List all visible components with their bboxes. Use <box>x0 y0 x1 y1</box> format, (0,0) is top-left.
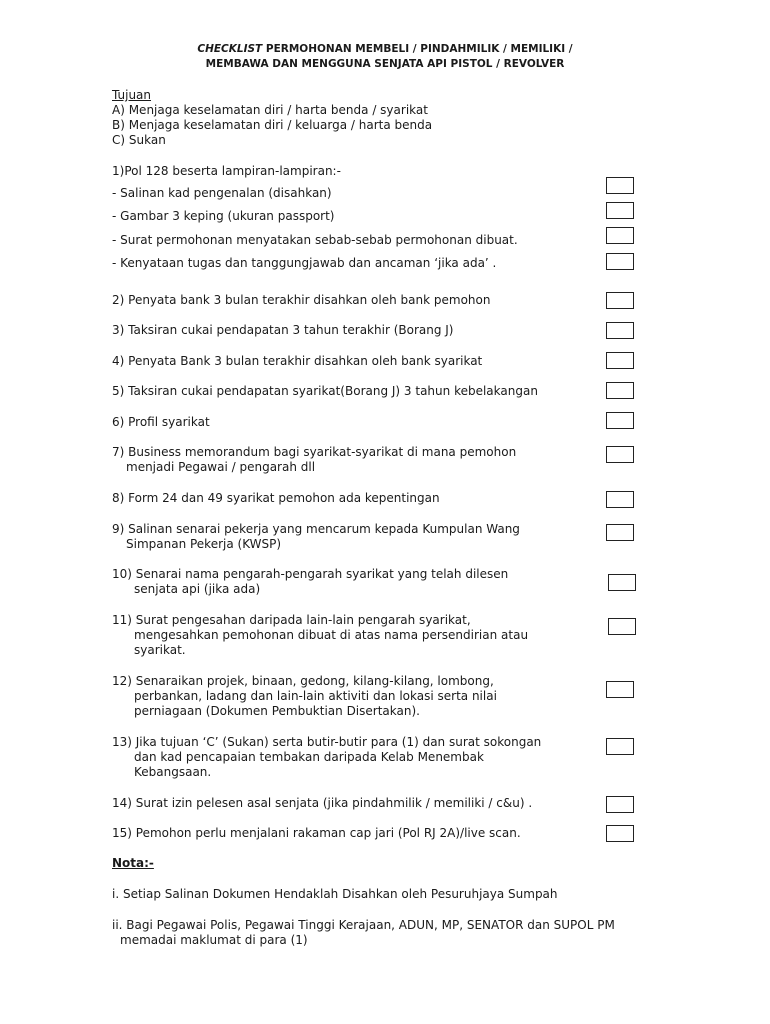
nota-1: i. Setiap Salinan Dokumen Hendaklah Disahkan oleh Pesuruhjaya Sumpah <box>112 887 558 901</box>
item-10-line1: 10) Senarai nama pengarah-pengarah syarikat yang telah dilesen <box>112 567 509 581</box>
item-12-line3: perniagaan (Dokumen Pembuktian Disertakan). <box>134 704 420 718</box>
item-10-line2: senjata api (jika ada) <box>134 582 261 596</box>
checkbox-item-5[interactable] <box>606 382 634 399</box>
item-14: 14) Surat izin pelesen asal senjata (jika pindahmilik / memiliki / c&u) . <box>112 796 533 810</box>
item-9-line2: Simpanan Pekerja (KWSP) <box>126 537 282 551</box>
checkbox-item-1c[interactable] <box>606 227 634 244</box>
item-1a: - Salinan kad pengenalan (disahkan) <box>112 186 332 200</box>
checkbox-item-14[interactable] <box>606 796 634 813</box>
tujuan-a: A) Menjaga keselamatan diri / harta benda / syarikat <box>112 103 428 117</box>
item-1: 1)Pol 128 beserta lampiran-lampiran:- <box>112 164 341 178</box>
checkbox-item-11[interactable] <box>608 618 636 635</box>
checkbox-item-7[interactable] <box>606 446 634 463</box>
item-11-line3: syarikat. <box>134 643 186 657</box>
item-8: 8) Form 24 dan 49 syarikat pemohon ada kepentingan <box>112 491 440 505</box>
item-13-line1: 13) Jika tujuan ‘C’ (Sukan) serta butir-butir para (1) dan surat sokongan <box>112 735 542 749</box>
item-2: 2) Penyata bank 3 bulan terakhir disahkan oleh bank pemohon <box>112 293 491 307</box>
item-11-line1: 11) Surat pengesahan daripada lain-lain pengarah syarikat, <box>112 613 471 627</box>
checkbox-item-1d[interactable] <box>606 253 634 270</box>
checkbox-item-13[interactable] <box>606 738 634 755</box>
checkbox-item-2[interactable] <box>606 292 634 309</box>
checkbox-item-6[interactable] <box>606 412 634 429</box>
nota-2-line1: ii. Bagi Pegawai Polis, Pegawai Tinggi Kerajaan, ADUN, MP, SENATOR dan SUPOL PM <box>112 918 615 932</box>
title-italic: CHECKLIST <box>197 43 263 55</box>
checkbox-item-3[interactable] <box>606 322 634 339</box>
nota-heading: Nota:- <box>112 856 154 870</box>
tujuan-c: C) Sukan <box>112 133 166 147</box>
item-12-line2: perbankan, ladang dan lain-lain aktiviti dan lokasi serta nilai <box>134 689 497 703</box>
item-1d: - Kenyataan tugas dan tanggungjawab dan ancaman ‘jika ada’ . <box>112 256 497 270</box>
checkbox-item-4[interactable] <box>606 352 634 369</box>
document-title-line2: MEMBAWA DAN MENGGUNA SENJATA API PISTOL / REVOLVER <box>205 58 565 70</box>
item-13-line2: dan kad pencapaian tembakan daripada Kelab Menembak <box>134 750 484 764</box>
checkbox-item-1b[interactable] <box>606 202 634 219</box>
item-13-line3: Kebangsaan. <box>134 765 212 779</box>
item-6: 6) Profil syarikat <box>112 415 210 429</box>
checkbox-item-1a[interactable] <box>606 177 634 194</box>
title-rest: PERMOHONAN MEMBELI / PINDAHMILIK / MEMILIKI / <box>262 43 573 55</box>
item-11-line2: mengesahkan pemohonan dibuat di atas nama persendirian atau <box>134 628 529 642</box>
checkbox-item-9[interactable] <box>606 524 634 541</box>
checkbox-item-10[interactable] <box>608 574 636 591</box>
item-5: 5) Taksiran cukai pendapatan syarikat(Borang J) 3 tahun kebelakangan <box>112 384 538 398</box>
item-3: 3) Taksiran cukai pendapatan 3 tahun terakhir (Borang J) <box>112 323 454 337</box>
item-4: 4) Penyata Bank 3 bulan terakhir disahkan oleh bank syarikat <box>112 354 483 368</box>
item-1b: - Gambar 3 keping (ukuran passport) <box>112 209 335 223</box>
item-7-line1: 7) Business memorandum bagi syarikat-syarikat di mana pemohon <box>112 445 517 459</box>
document-title-line1 <box>0 42 770 57</box>
nota-2-line2: memadai maklumat di para (1) <box>120 933 308 947</box>
item-9-line1: 9) Salinan senarai pekerja yang mencarum kepada Kumpulan Wang <box>112 522 520 536</box>
item-7-line2: menjadi Pegawai / pengarah dll <box>126 460 316 474</box>
item-1c: - Surat permohonan menyatakan sebab-sebab permohonan dibuat. <box>112 233 518 247</box>
tujuan-heading: Tujuan <box>112 88 152 102</box>
item-12-line1: 12) Senaraikan projek, binaan, gedong, kilang-kilang, lombong, <box>112 674 494 688</box>
checkbox-item-8[interactable] <box>606 491 634 508</box>
tujuan-b: B) Menjaga keselamatan diri / keluarga / harta benda <box>112 118 433 132</box>
item-15: 15) Pemohon perlu menjalani rakaman cap jari (Pol RJ 2A)/live scan. <box>112 826 521 840</box>
checkbox-item-15[interactable] <box>606 825 634 842</box>
checkbox-item-12[interactable] <box>606 681 634 698</box>
